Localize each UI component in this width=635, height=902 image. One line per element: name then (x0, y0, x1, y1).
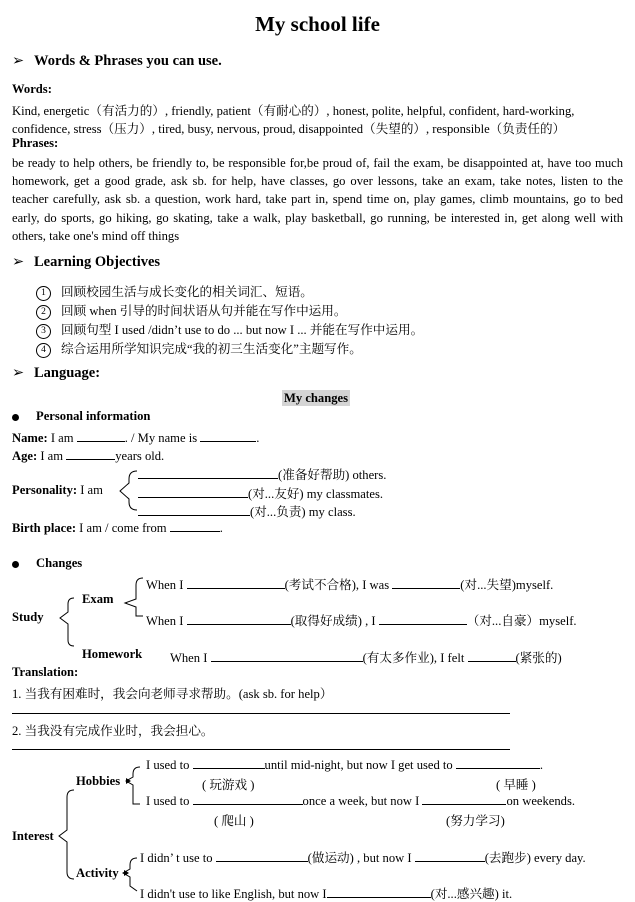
section-language: ➢ Language: (12, 365, 101, 381)
words-label: Words: (12, 82, 52, 96)
objective-item: 4 综合运用所学知识完成“我的初三生活变化”主题写作。 (36, 338, 362, 358)
words-line-2: confidence, stress（压力）, tired, busy, nervous, proud, disappointed（失望的）, responsible（负责任的） (12, 122, 566, 136)
activity-line-2: I didn't use to like English, but now I (对...感兴趣) it. (140, 887, 513, 901)
activity-blank[interactable] (327, 885, 431, 898)
words-line-1: Kind, energetic（有活力的）, friendly, patient（有耐心的）, honest, polite, helpful, confident, hard-working, (12, 104, 575, 118)
homework-line: When I (有太多作业), I felt (紧张的) (170, 651, 562, 665)
translation-q2: 2. 当我没有完成作业时，我会担心。 (12, 724, 214, 738)
translation-q1: 1. 当我有困难时，我会向老师寻求帮助。(ask sb. for help） (12, 687, 333, 701)
translation-label: Translation: (12, 665, 79, 679)
exam-line-1: When I (考试不合格), I was (对...失望)myself. (146, 578, 554, 592)
exam-line-2: When I (取得好成绩) , I （对...自豪）myself. (146, 614, 577, 628)
hobbies-blank[interactable] (456, 756, 540, 769)
hobbies-line-1: I used to until mid-night, but now I get used to . (146, 758, 544, 772)
hint-study-hard: (努力学习) (446, 814, 505, 828)
section-objectives: ➢ Learning Objectives (12, 254, 161, 270)
homework-label: Homework (82, 647, 143, 661)
objective-item: 1 回顾校园生活与成长变化的相关词汇、短语。 (36, 281, 313, 301)
personality-item-3: (对...负责) my class. (138, 501, 356, 520)
changes-heading: Changes (12, 556, 82, 571)
hint-play-games: ( 玩游戏 ) (202, 778, 255, 792)
circled-number: 3 (36, 324, 51, 339)
personality-item-1: (准备好帮助) others. (138, 464, 386, 483)
hint-sleep-early: ( 早睡 ) (496, 778, 536, 792)
name-line: Name: I am . / My name is . (12, 431, 260, 445)
birth-line: Birth place: I am / come from . (12, 521, 223, 535)
phrases-label: Phrases: (12, 136, 59, 150)
exam-label: Exam (82, 592, 114, 606)
arrow-icon: ➢ (12, 365, 25, 381)
section-words-phrases: ➢ Words & Phrases you can use. (12, 53, 222, 69)
study-label: Study (12, 610, 44, 624)
objective-item: 3 回顾句型 I used /didn’t use to do ... but now I ... 并能在写作中运用。 (36, 319, 423, 339)
circled-number: 4 (36, 343, 51, 358)
hint-climb: ( 爬山 ) (214, 814, 254, 828)
personality-line: Personality: I am (12, 483, 103, 497)
personal-heading: Personal information (12, 409, 150, 424)
arrow-icon: ➢ (12, 254, 25, 270)
arrow-icon: ➢ (12, 53, 25, 69)
hobbies-blank[interactable] (193, 792, 303, 805)
phrases-text: be ready to help others, be friendly to, be responsible for,be proud of, fail the exam, be disappointed at, have too much homework, get a good grade, ask sb. for help, have classes, go over lessons, take an exam, take notes, listen to the teacher carefully, ask sb. a question, work hard, take part in, spend time on, play games, climb mountains, go to bed early, do sports, go hiking, go skating, take a walk, play basketball, go running, be interested in, get along well with others, take one's mind off things (12, 156, 623, 243)
interest-label: Interest (12, 829, 54, 843)
personality-item-2: (对...友好) my classmates. (138, 483, 383, 502)
objective-item: 2 回顾 when 引导的时间状语从句并能在写作中运用。 (36, 300, 346, 320)
circled-number: 2 (36, 305, 51, 320)
my-changes-heading: My changes (284, 391, 349, 405)
activity-label: Activity (76, 866, 119, 880)
page-title: My school life (255, 12, 380, 36)
activity-line-1: I didn’ t use to (做运动) , but now I (去跑步) every day. (140, 851, 586, 865)
activity-blank[interactable] (216, 849, 308, 862)
activity-blank[interactable] (415, 849, 485, 862)
age-line: Age: I am years old. (12, 449, 165, 463)
hobbies-blank[interactable] (193, 756, 265, 769)
hobbies-line-2: I used to once a week, but now I on weekends. (146, 794, 576, 808)
hobbies-label: Hobbies (76, 774, 121, 788)
circled-number: 1 (36, 286, 51, 301)
hobbies-blank[interactable] (422, 792, 506, 805)
